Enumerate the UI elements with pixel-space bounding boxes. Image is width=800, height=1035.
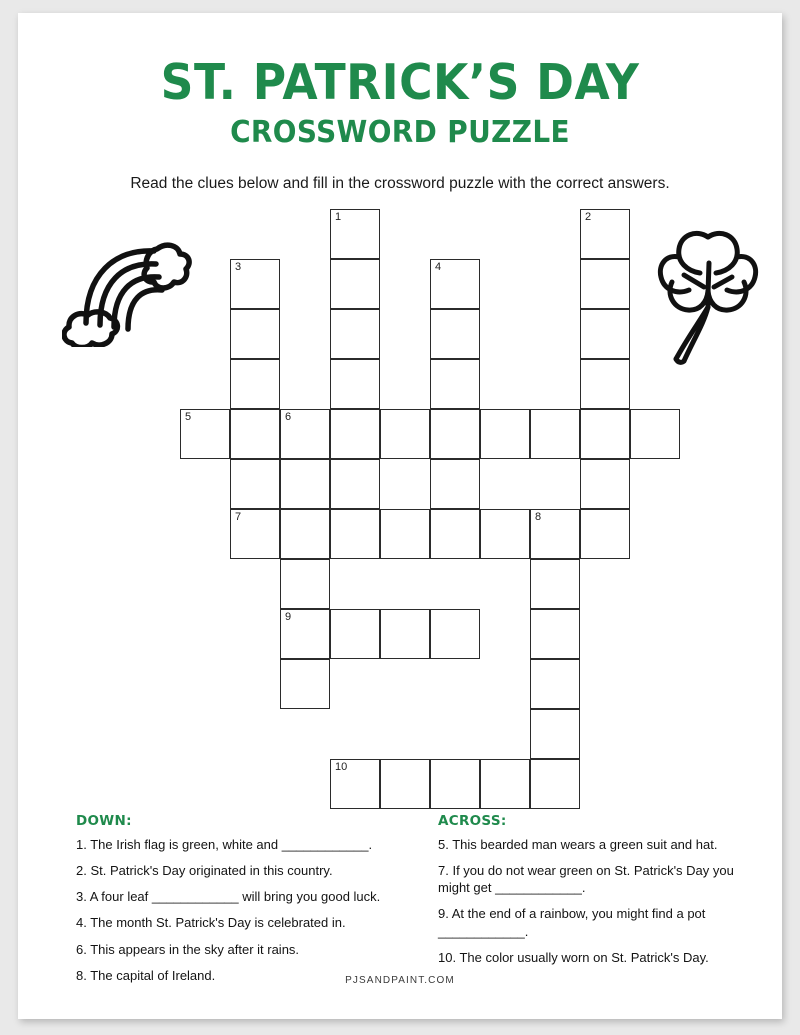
clue-down-2: 2. St. Patrick's Day originated in this country. xyxy=(76,863,333,879)
cell-number-5: 5 xyxy=(185,411,192,423)
cell-number-8: 8 xyxy=(535,511,542,523)
clue-across-10: 10. The color usually worn on St. Patrick's Day. xyxy=(438,949,709,965)
crossword-cell[interactable] xyxy=(280,509,330,559)
crossword-cell[interactable] xyxy=(580,359,630,409)
crossword-cell[interactable] xyxy=(230,309,280,359)
crossword-cell[interactable] xyxy=(580,459,630,509)
clues-across-column xyxy=(438,813,753,975)
crossword-cell[interactable] xyxy=(430,359,480,409)
clue-down-1: 1. The Irish flag is green, white and ____________. xyxy=(76,837,373,852)
crossword-cell[interactable] xyxy=(280,659,330,709)
crossword-cell[interactable] xyxy=(280,459,330,509)
cell-number-2: 2 xyxy=(585,211,592,223)
clue-down-4: 4. The month St. Patrick's Day is celebrated in. xyxy=(76,915,346,931)
clue-down-6: 6. This appears in the sky after it rains. xyxy=(76,941,300,957)
crossword-cell[interactable] xyxy=(530,409,580,459)
page-header xyxy=(18,13,782,193)
page-title: ST. PATRICK’S DAY xyxy=(160,54,640,111)
instructions-text: Read the clues below and fill in the crossword puzzle with the correct answers. xyxy=(130,174,670,192)
crossword-cell[interactable] xyxy=(230,409,280,459)
crossword-cell[interactable] xyxy=(480,409,530,459)
crossword-cell[interactable] xyxy=(280,409,330,459)
crossword-cell[interactable] xyxy=(430,259,480,309)
page-subtitle: CROSSWORD PUZZLE xyxy=(230,114,570,150)
crossword-cell[interactable] xyxy=(580,209,630,259)
crossword-cell[interactable] xyxy=(530,609,580,659)
four-leaf-clover-icon xyxy=(656,227,760,372)
crossword-cell[interactable] xyxy=(330,759,380,809)
crossword-cell[interactable] xyxy=(430,409,480,459)
crossword-cell[interactable] xyxy=(230,259,280,309)
crossword-cell[interactable] xyxy=(480,759,530,809)
crossword-cell[interactable] xyxy=(230,459,280,509)
crossword-cell[interactable] xyxy=(330,209,380,259)
crossword-cell[interactable] xyxy=(580,409,630,459)
crossword-cell[interactable] xyxy=(480,509,530,559)
site-footer: PJSANDPAINT.COM xyxy=(345,975,455,986)
crossword-cell[interactable] xyxy=(380,609,430,659)
crossword-cell[interactable] xyxy=(330,509,380,559)
crossword-cell[interactable] xyxy=(530,659,580,709)
cell-number-9: 9 xyxy=(285,611,292,623)
crossword-cell[interactable] xyxy=(530,759,580,809)
crossword-cell[interactable] xyxy=(430,459,480,509)
crossword-cell[interactable] xyxy=(230,359,280,409)
crossword-cell[interactable] xyxy=(280,609,330,659)
rainbow-icon xyxy=(62,235,194,352)
clue-across-7: 7. If you do not wear green on St. Patrick's Day you might get ____________. xyxy=(438,863,734,896)
crossword-cell[interactable] xyxy=(380,759,430,809)
crossword-cell[interactable] xyxy=(330,359,380,409)
clues-down-heading: DOWN: xyxy=(76,813,132,829)
crossword-cell[interactable] xyxy=(380,409,430,459)
crossword-cell[interactable] xyxy=(430,609,480,659)
crossword-cell[interactable] xyxy=(180,409,230,459)
crossword-cell[interactable] xyxy=(430,509,480,559)
crossword-cell[interactable] xyxy=(330,459,380,509)
clue-down-3: 3. A four leaf ____________ will bring you good luck. xyxy=(76,889,381,905)
cell-number-7: 7 xyxy=(235,511,242,523)
crossword-cell[interactable] xyxy=(380,509,430,559)
cell-number-4: 4 xyxy=(435,261,442,273)
crossword-cell[interactable] xyxy=(580,309,630,359)
crossword-cell[interactable] xyxy=(330,259,380,309)
crossword-cell[interactable] xyxy=(330,309,380,359)
crossword-cell[interactable] xyxy=(530,559,580,609)
crossword-cell[interactable] xyxy=(280,559,330,609)
clues-down-column xyxy=(76,813,426,993)
clue-down-8: 8. The capital of Ireland. xyxy=(76,967,216,983)
cell-number-3: 3 xyxy=(235,261,242,273)
crossword-cell[interactable] xyxy=(580,259,630,309)
clues-across-heading: ACROSS: xyxy=(438,813,507,829)
cell-number-10: 10 xyxy=(335,761,348,773)
crossword-cell[interactable] xyxy=(630,409,680,459)
cell-number-6: 6 xyxy=(285,411,292,423)
crossword-cell[interactable] xyxy=(430,759,480,809)
crossword-cell[interactable] xyxy=(330,409,380,459)
cell-number-1: 1 xyxy=(335,211,342,223)
crossword-cell[interactable] xyxy=(580,509,630,559)
clue-across-5: 5. This bearded man wears a green suit and hat. xyxy=(438,837,718,852)
worksheet-page xyxy=(18,13,782,1019)
crossword-cell[interactable] xyxy=(530,709,580,759)
crossword-cell[interactable] xyxy=(230,509,280,559)
crossword-cell[interactable] xyxy=(330,609,380,659)
clue-across-9: 9. At the end of a rainbow, you might find a pot ____________. xyxy=(438,906,706,939)
crossword-cell[interactable] xyxy=(430,309,480,359)
crossword-cell[interactable] xyxy=(530,509,580,559)
